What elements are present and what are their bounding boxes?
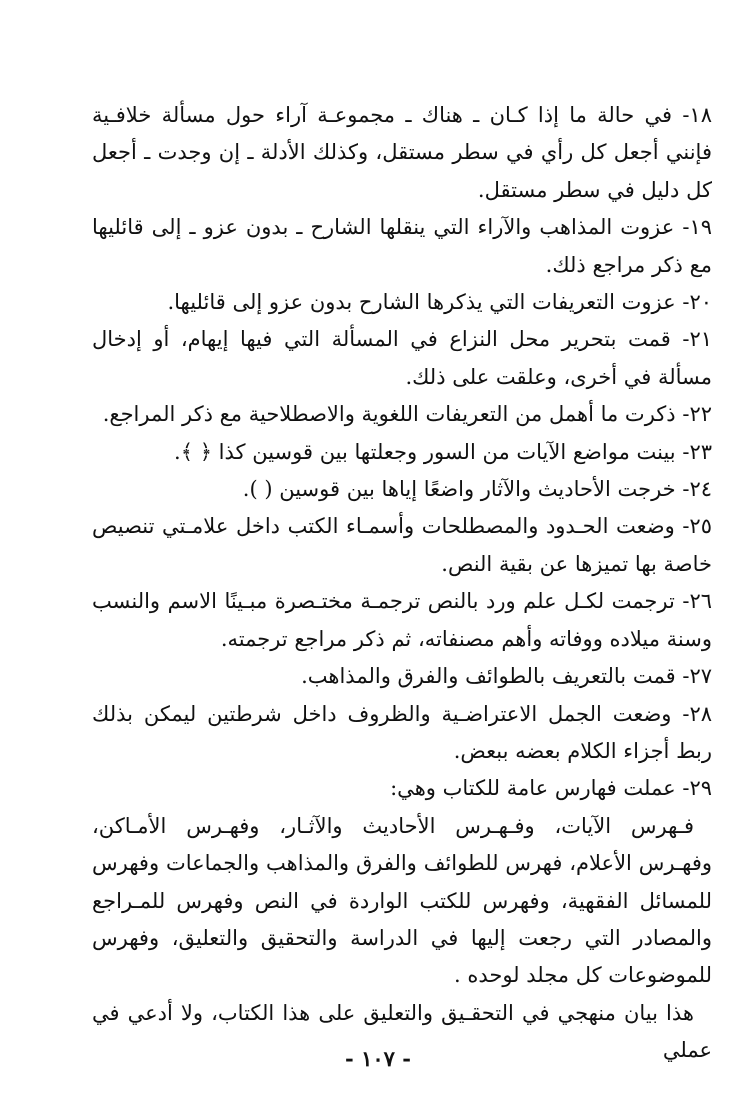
item-number: ٢٠- [682, 290, 712, 315]
list-item [92, 396, 712, 433]
item-number: ١٨- [682, 103, 712, 127]
list-item [92, 583, 712, 658]
list-item [92, 770, 712, 807]
item-text: عزوت التعريفات التي يذكرها الشارح بدون عزو إلى قائليها. [167, 290, 676, 315]
item-text: في حالة ما إذا كـان ـ هناك ـ مجموعـة آراء حول مسألة خلافـية فإنني أجعل كل رأي في سطر مستقل، وكذلك الأدلة ـ إن وجدت ـ أجعل كل دليل في سطر مستقل. [92, 103, 712, 202]
list-item [92, 209, 712, 284]
indexes-paragraph: فـهرس الآيات، وفـهـرس الأحاديث والآثـار، وفهـرس الأمـاكن، وفهـرس الأعلام، فهرس للطوائف والفرق والمذاهب والجماعات وفهرس للمسائل الفقهية، وفهرس للكتب الواردة في النص وفهرس للمـراجع والمصادر التي رجعت إليها في الدراسة والتحقيق والتعليق، وفهرس للموضوعات كل مجلد لوحده . [92, 813, 712, 988]
item-text: ذكرت ما أهمل من التعريفات اللغوية والاصطلاحية مع ذكر المراجع. [102, 402, 676, 427]
item-number: ٢٣- [682, 439, 712, 464]
list-item [92, 321, 712, 396]
item-number: ٢١- [682, 327, 712, 352]
list-item [92, 471, 712, 508]
item-text: بينت مواضع الآيات من السور وجعلتها بين قوسين كذا ﴿ ﴾. [174, 439, 676, 464]
item-text: وضعت الجمل الاعتراضـية والظروف داخل شرطتين ليمكن بذلك ربط أجزاء الكلام بعضه ببعض. [92, 701, 712, 763]
list-item [92, 508, 712, 583]
item-number: ٢٢- [682, 402, 712, 427]
list-item [92, 97, 712, 209]
item-text: قمت بالتعريف بالطوائف والفرق والمذاهب. [301, 664, 676, 689]
item-number: ٢٩- [682, 776, 712, 801]
list-item [92, 696, 712, 771]
item-text: عزوت المذاهب والآراء التي ينقلها الشارح ـ بدون عزو ـ إلى قائليها مع ذكر مراجع ذلك. [92, 215, 712, 277]
item-text: ترجمت لكـل علم ورد بالنص ترجمـة مختـصرة مبـينًا الاسم والنسب وسنة ميلاده ووفاته وأهم مصنفاته، ثم ذكر مراجع ترجمته. [92, 589, 712, 651]
item-text: خرجت الأحاديث والآثار واضعًا إياها بين قوسين ( ). [242, 477, 676, 502]
item-number: ١٩- [682, 215, 712, 240]
item-number: ٢٤- [682, 477, 712, 502]
list-item [92, 434, 712, 471]
closing-paragraph: هذا بيان منهجي في التحقـيق والتعليق على هذا الكتاب، ولا أدعي في عملي [92, 1000, 712, 1063]
list-item [92, 284, 712, 321]
item-text: وضعت الحـدود والمصطلحات وأسمـاء الكتب داخل علامـتي تنصيص خاصة بها تميزها عن بقية النص. [92, 514, 712, 576]
page-number: - ١٠٧ - [345, 1046, 411, 1071]
list-item [92, 658, 712, 695]
item-number: ٢٦- [682, 589, 712, 614]
item-text: قمت بتحرير محل النزاع في المسألة التي فيها إيهام، أو إدخال مسألة في أخرى، وعلقت على ذلك. [92, 327, 712, 389]
item-text: عملت فهارس عامة للكتاب وهي: [390, 776, 676, 801]
item-number: ٢٧- [682, 664, 712, 689]
item-number: ٢٨- [682, 701, 712, 726]
page-body [92, 97, 712, 1070]
item-number: ٢٥- [682, 514, 712, 539]
